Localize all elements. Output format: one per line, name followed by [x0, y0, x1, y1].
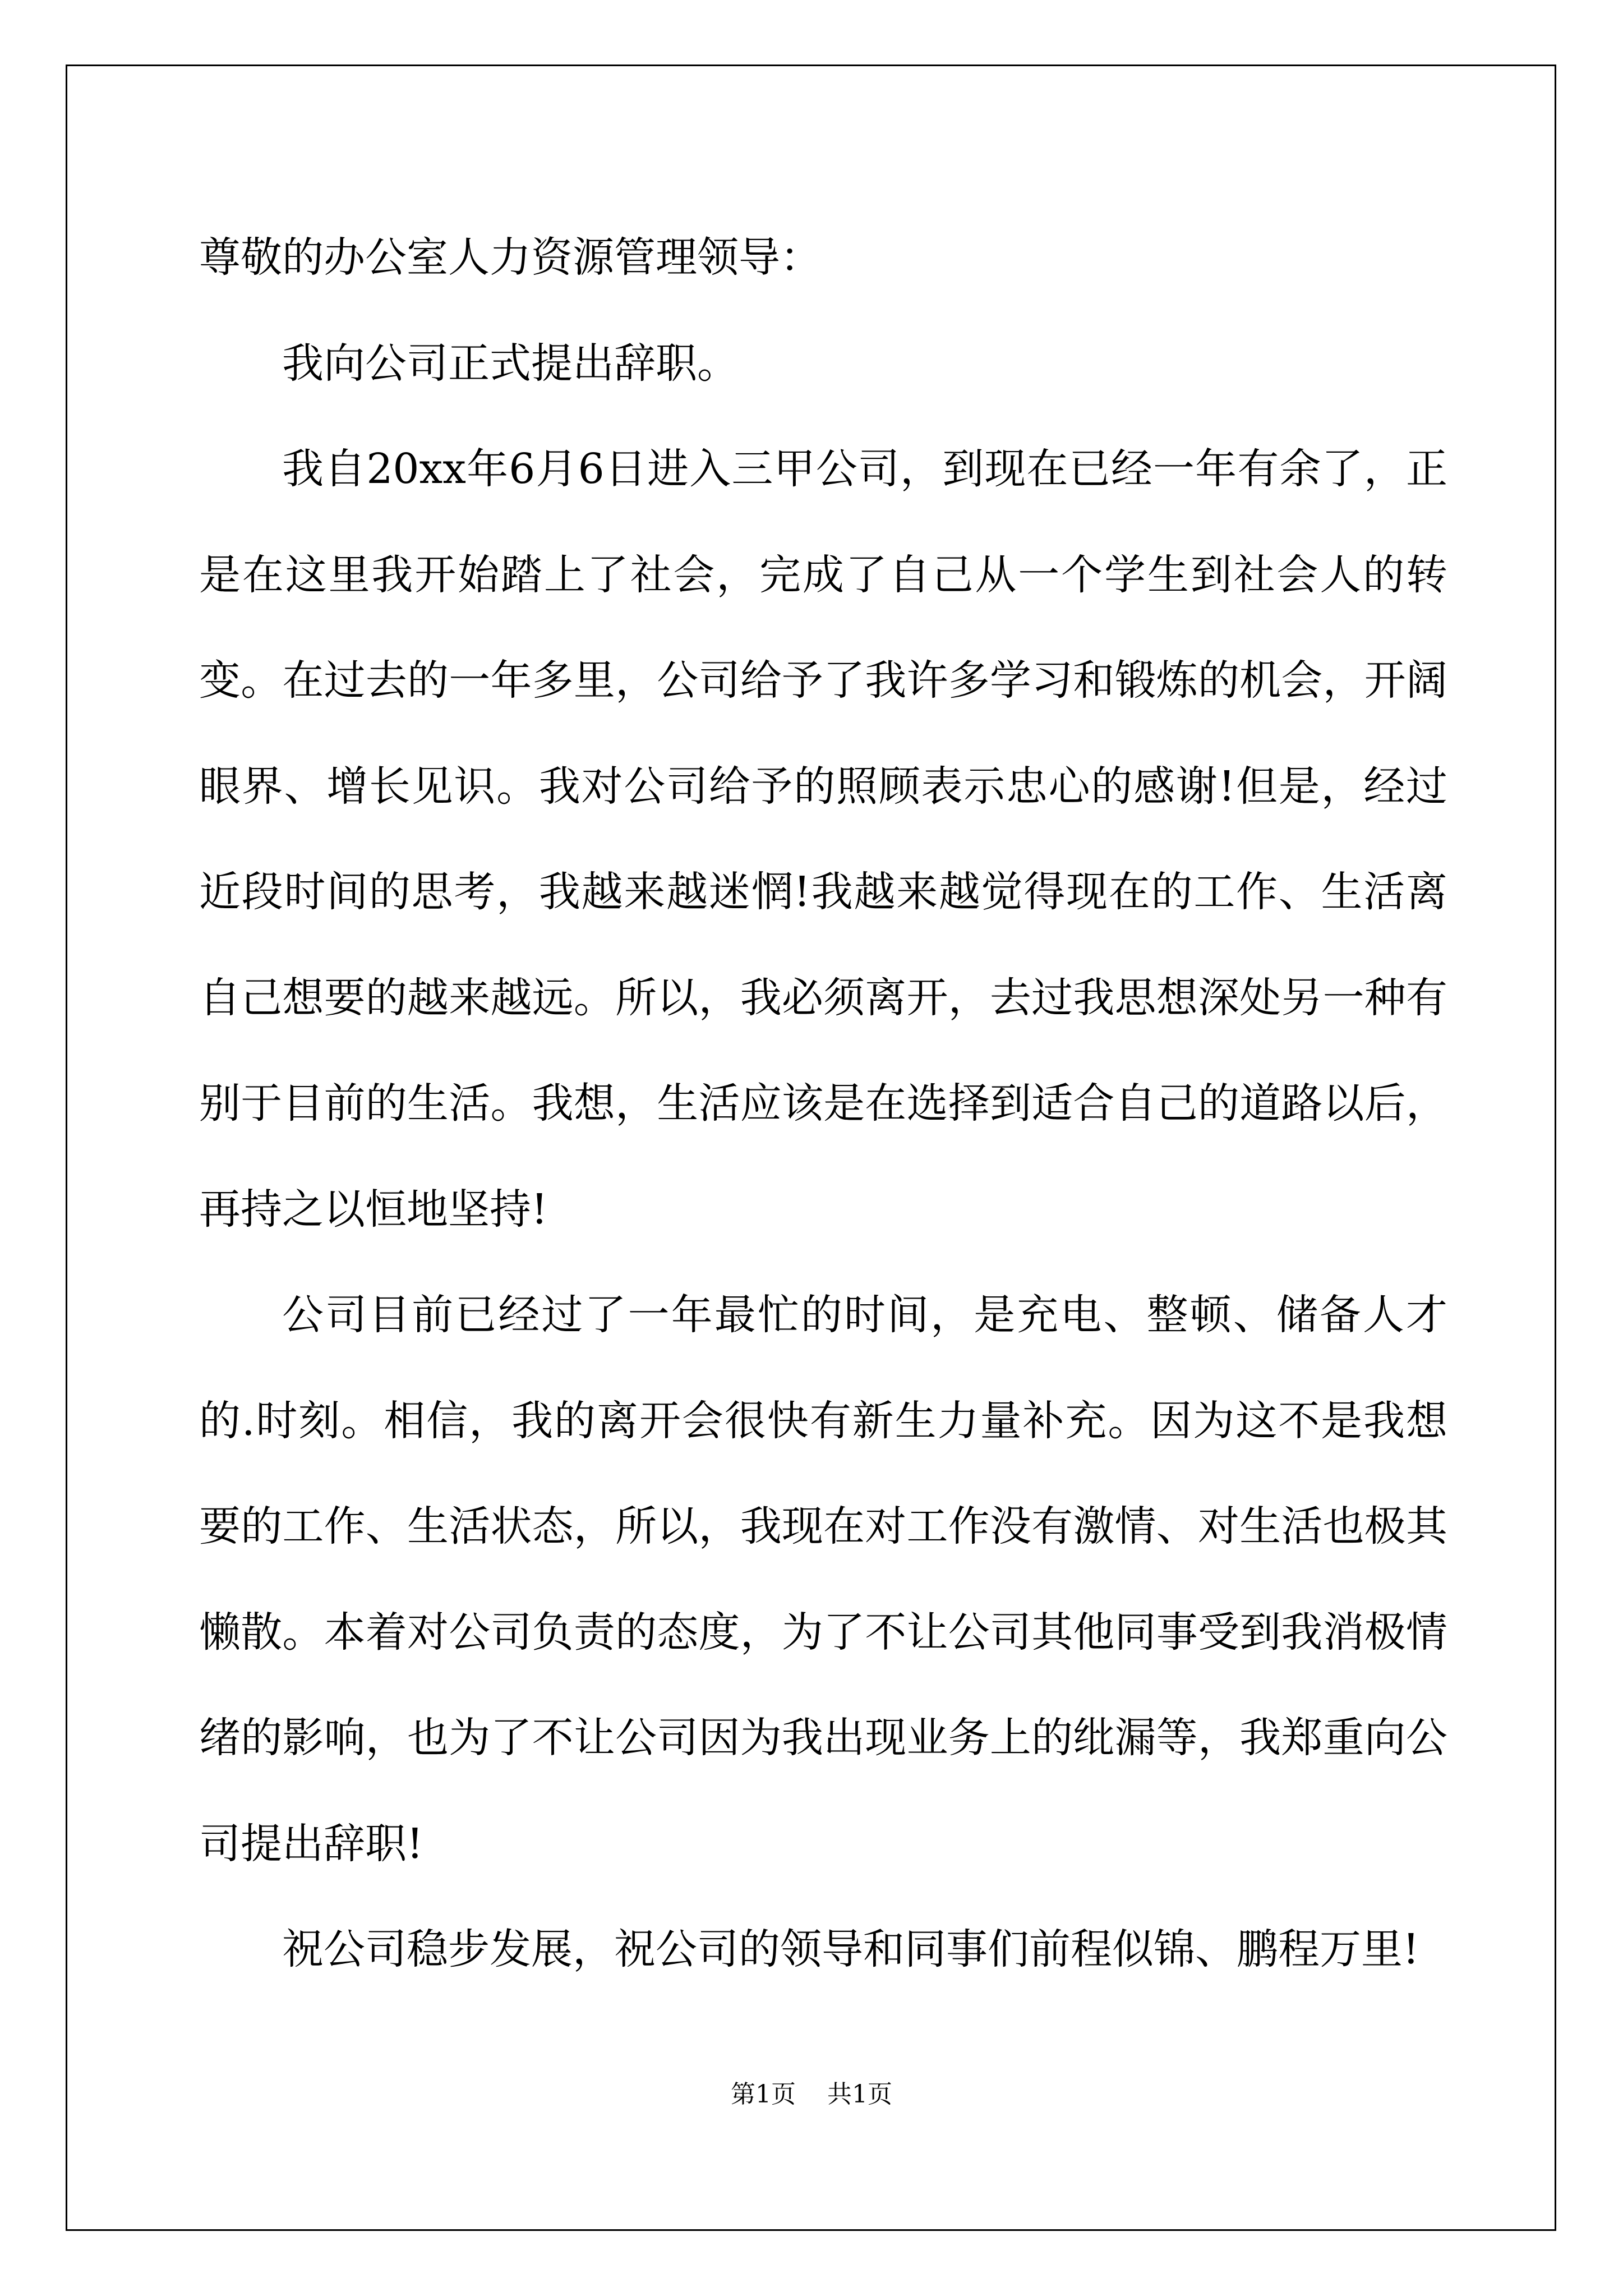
page-footer [0, 2074, 1623, 2110]
letter-body [199, 205, 1447, 2003]
page-number-total: 共1页 [827, 2080, 892, 2109]
paragraph-closing-wishes: 祝公司稳步发展，祝公司的领导和同事们前程似锦、鹏程万里! [282, 1925, 1419, 1973]
paragraph-background: 我自20xx年6月6日进入三甲公司，到现在已经一年有余了，正是在这里我开始踏上了社会，完成了自己从一个学生到社会人的转变。在过去的一年多里，公司给予了我许多学习和锻炼的机会，开阔眼界、增长见识。我对公司给予的照顾表示忠心的感谢!但是，经过近段时间的思考，我越来越迷惘!我越来越觉得现在的工作、生活离自己想要的越来越远。所以，我必须离开，去过我思想深处另一种有别于目前的生活。我想，生活应该是在选择到适合自己的道路以后，再持之以恒地坚持! [199, 445, 1447, 1234]
page-number-current: 第1页 [731, 2080, 796, 2109]
paragraph-reason: 公司目前已经过了一年最忙的时间，是充电、整顿、储备人才的.时刻。相信，我的离开会很快有新生力量补充。因为这不是我想要的工作、生活状态，所以，我现在对工作没有激情、对生活也极其懒散。本着对公司负责的态度，为了不让公司其他同事受到我消极情绪的影响，也为了不让公司因为我出现业务上的纰漏等，我郑重向公司提出辞职! [199, 1291, 1447, 1868]
salutation: 尊敬的办公室人力资源管理领导： [199, 233, 822, 282]
paragraph-resignation-statement: 我向公司正式提出辞职。 [282, 339, 739, 388]
